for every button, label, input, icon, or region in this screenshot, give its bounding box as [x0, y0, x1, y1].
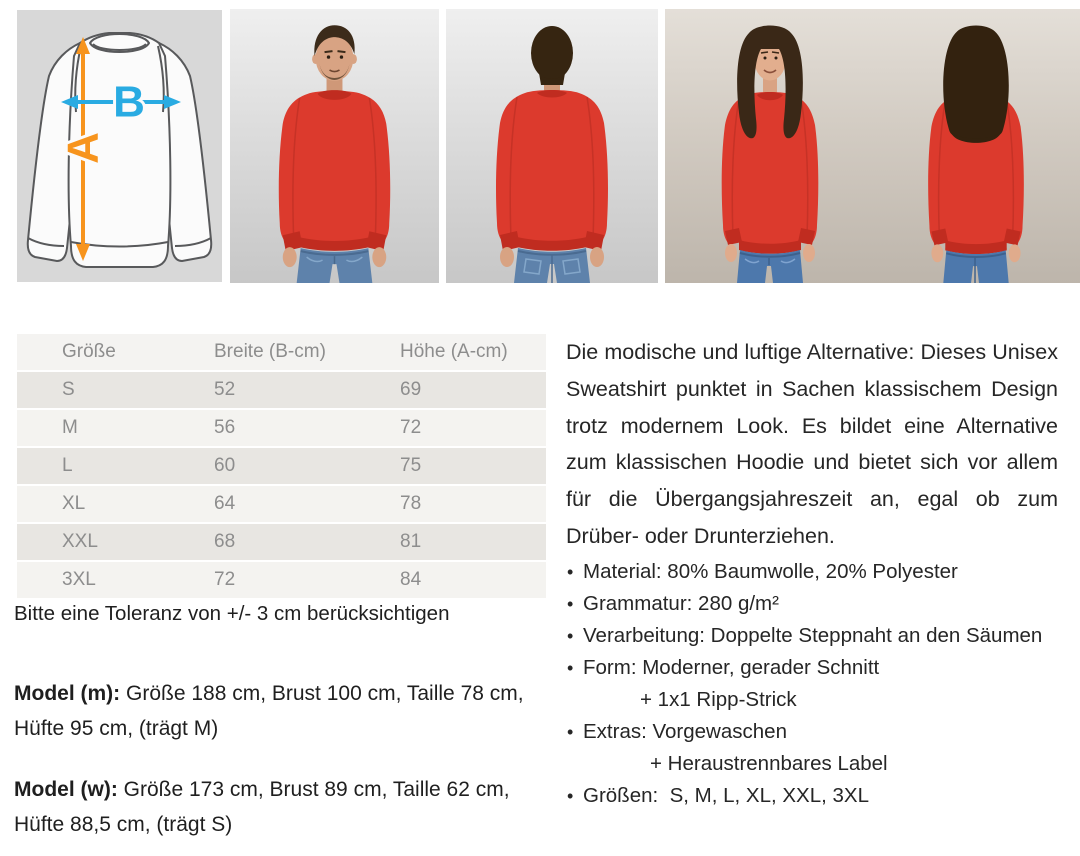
list-item-form-cont: + 1x1 Ripp-Strick: [640, 688, 797, 711]
product-photo-man-back: [446, 9, 658, 283]
list-item-verarbeitung: • Verarbeitung: Doppelte Steppnaht an den Säumen: [566, 620, 1072, 652]
height-cell: 78: [400, 493, 422, 514]
model-w-text: Größe 173 cm, Brust 89 cm, Taille 62 cm, Hüfte 88,5 cm, (trägt S): [14, 778, 510, 836]
list-item-form: • Form: Moderner, gerader Schnitt: [566, 652, 1072, 684]
size-cell: M: [62, 417, 78, 438]
table-row: [17, 562, 546, 598]
sweatshirt-measure-diagram: [17, 10, 222, 282]
sweatshirt-outline-icon: [28, 33, 211, 267]
size-cell: L: [62, 455, 73, 476]
width-cell: 60: [214, 455, 236, 476]
size-cell: 3XL: [62, 569, 96, 590]
size-cell: XL: [62, 493, 86, 514]
list-item-grammatur: • Grammatur: 280 g/m²: [566, 588, 1072, 620]
model-m-text: Größe 188 cm, Brust 100 cm, Taille 78 cm, Hüfte 95 cm, (trägt M): [14, 682, 524, 740]
list-item-material: • Material: 80% Baumwolle, 20% Polyester: [566, 556, 1072, 588]
tolerance-note: Bitte eine Toleranz von +/- 3 cm berücksichtigen: [14, 602, 450, 625]
table-row: [17, 410, 546, 446]
table-row: [17, 448, 546, 484]
width-cell: 56: [214, 417, 236, 438]
col-header-groesse: Größe: [62, 341, 116, 362]
feature-list: [566, 556, 1072, 812]
man-back-illustration: [446, 9, 658, 283]
product-photo-woman-front: [665, 9, 875, 283]
width-cell: 64: [214, 493, 236, 514]
product-photo-man-front: [230, 9, 439, 283]
height-label: A: [58, 132, 108, 164]
height-cell: 69: [400, 379, 422, 400]
height-cell: 81: [400, 531, 422, 552]
col-header-breite: Breite (B-cm): [214, 341, 326, 362]
width-label: B: [113, 77, 145, 127]
width-cell: 72: [214, 569, 236, 590]
list-item-extras: • Extras: Vorgewaschen: [566, 716, 1072, 748]
size-cell: XXL: [62, 531, 98, 552]
product-description: Die modische und luftige Alternative: Dieses Unisex Sweatshirt punktet in Sachen klassischem Design trotz modernem Look. Es bildet eine Alternative zum klassischen Hoodie und bietet sich vor allem für die Übergangsjahreszeit an, egal ob zum Drüber- oder Drunterziehen.: [566, 340, 1058, 548]
model-w-label: Model (w):: [14, 778, 118, 801]
size-table: [17, 334, 546, 600]
list-item-groessen: • Größen: S, M, L, XL, XXL, 3XL: [566, 780, 1072, 812]
col-header-hoehe: Höhe (A-cm): [400, 341, 508, 362]
height-cell: 72: [400, 417, 422, 438]
height-cell: 84: [400, 569, 422, 590]
woman-back-illustration: [872, 9, 1080, 283]
table-row: [17, 524, 546, 560]
size-diagram: [17, 10, 222, 282]
man-front-illustration: [230, 9, 439, 283]
width-cell: 68: [214, 531, 236, 552]
model-m-info: [14, 676, 548, 746]
size-table-header: [17, 334, 546, 370]
model-m-label: Model (m):: [14, 682, 121, 705]
product-photo-woman-back: [872, 9, 1080, 283]
width-cell: 52: [214, 379, 236, 400]
list-item-extras-cont: + Heraustrennbares Label: [650, 752, 888, 775]
model-w-info: [14, 772, 548, 842]
table-row: [17, 372, 546, 408]
height-cell: 75: [400, 455, 422, 476]
woman-front-illustration: [665, 9, 875, 283]
table-row: [17, 486, 546, 522]
size-cell: S: [62, 379, 75, 400]
